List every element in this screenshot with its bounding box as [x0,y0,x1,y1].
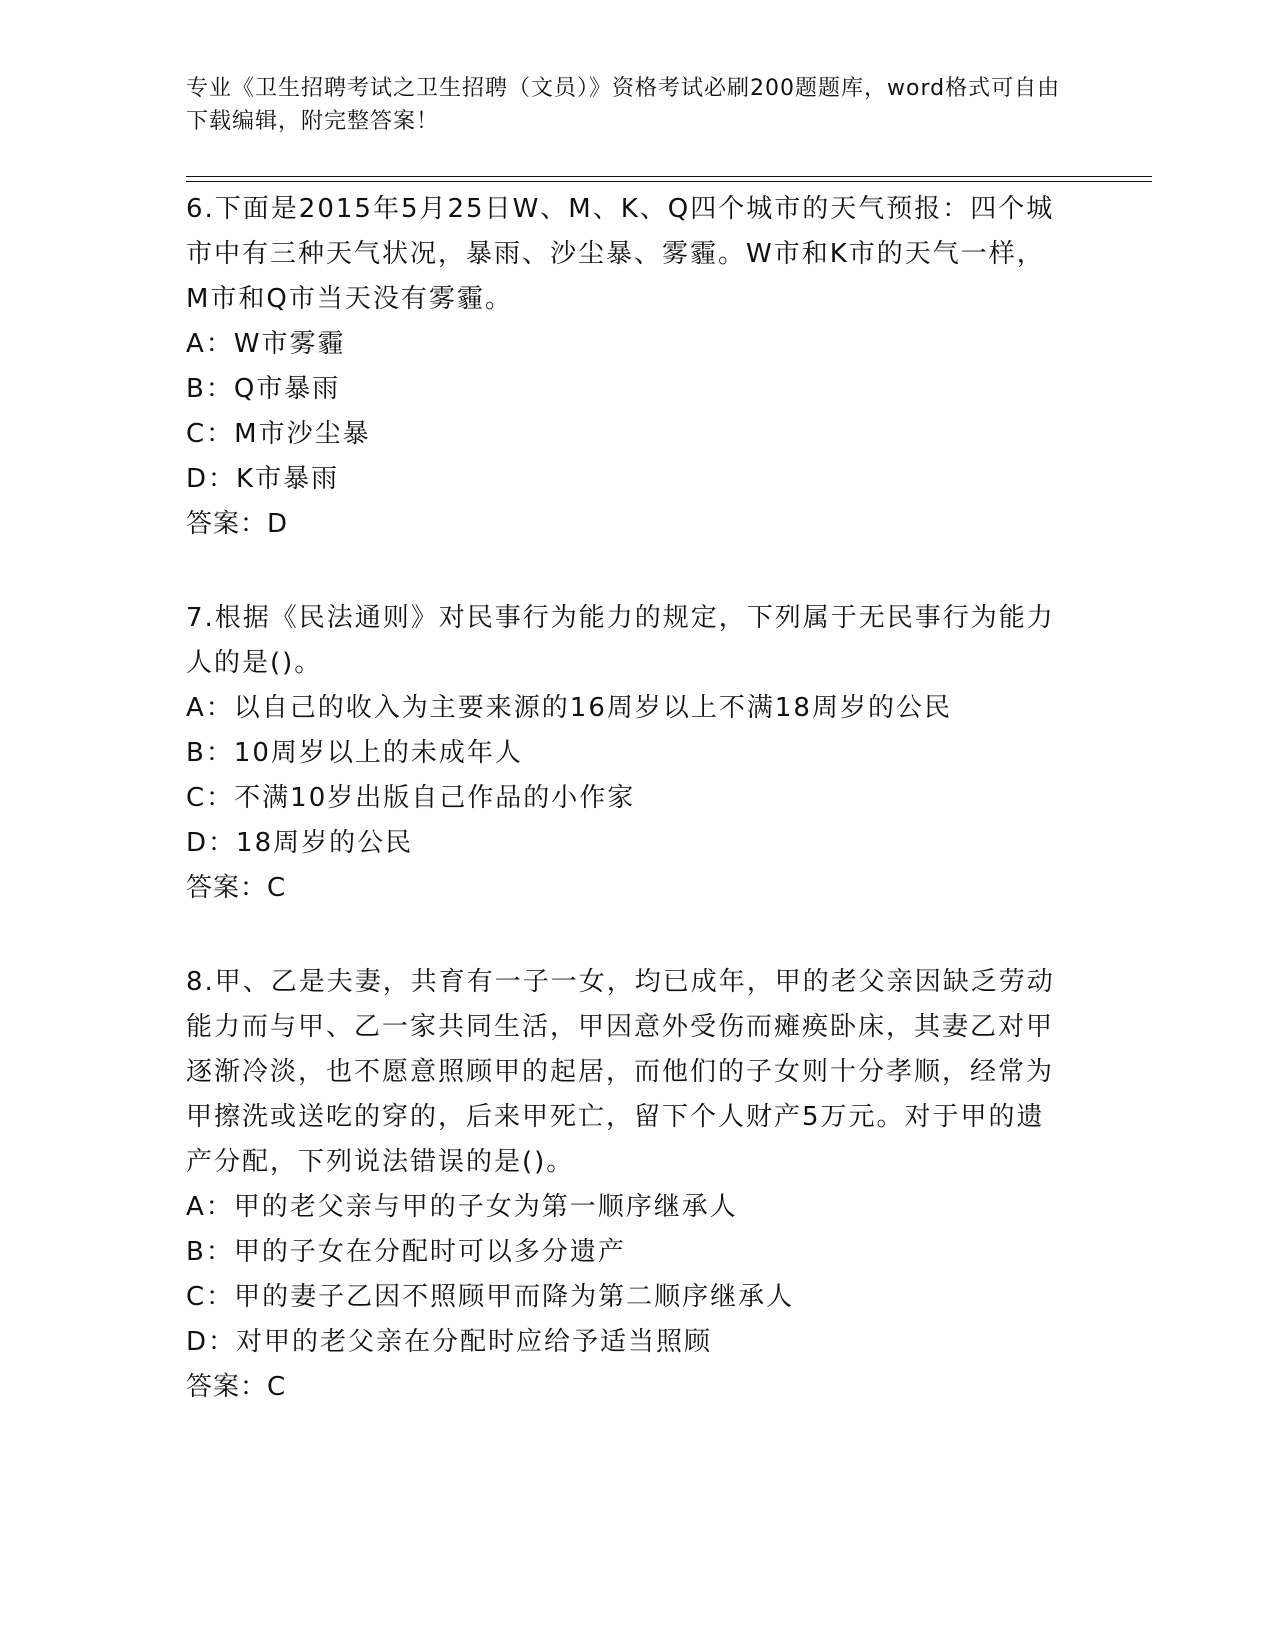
option-b: B：甲的子女在分配时可以多分遗产 [186,1237,626,1267]
question-stem: 7.根据《民法通则》对民事行为能力的规定，下列属于无民事行为能力人的是()。 [186,603,1055,678]
option-c: C：不满10岁出版自己作品的小作家 [186,783,636,813]
question-stem: 8.甲、乙是夫妻，共育有一子一女，均已成年，甲的老父亲因缺乏劳动能力而与甲、乙一家共同生活，甲因意外受伤而瘫痪卧床，其妻乙对甲逐渐冷淡，也不愿意照顾甲的起居，而他们的子女则十分孝顺，经常为甲擦洗或送吃的穿的，后来甲死亡，留下个人财产5万元。对于甲的遗产分配，下列说法错误的是()。 [186,967,1055,1177]
answer: 答案：D [186,509,289,539]
option-d: D：对甲的老父亲在分配时应给予适当照顾 [186,1327,713,1357]
option-d: D：18周岁的公民 [186,828,414,858]
option-a: A：甲的老父亲与甲的子女为第一顺序继承人 [186,1192,738,1222]
question-8 [186,960,1066,1410]
option-b: B：10周岁以上的未成年人 [186,738,523,768]
option-a: A：W市雾霾 [186,329,346,359]
question-7 [186,596,1066,911]
option-c: C：M市沙尘暴 [186,419,371,449]
answer: 答案：C [186,1372,287,1402]
document-header: 专业《卫生招聘考试之卫生招聘（文员）》资格考试必刷200题题库，word格式可自由下载编辑，附完整答案！ [186,76,1061,134]
option-a: A：以自己的收入为主要来源的16周岁以上不满18周岁的公民 [186,693,952,723]
question-6 [186,187,1066,547]
question-stem: 6.下面是2015年5月25日W、M、K、Q四个城市的天气预报：四个城市中有三种天气状况，暴雨、沙尘暴、雾霾。W市和K市的天气一样，M市和Q市当天没有雾霾。 [186,194,1055,314]
option-b: B：Q市暴雨 [186,374,341,404]
header-divider-top [186,176,1152,177]
header-divider-bottom [186,181,1152,182]
answer: 答案：C [186,873,287,903]
option-d: D：K市暴雨 [186,464,340,494]
option-c: C：甲的妻子乙因不照顾甲而降为第二顺序继承人 [186,1282,795,1312]
